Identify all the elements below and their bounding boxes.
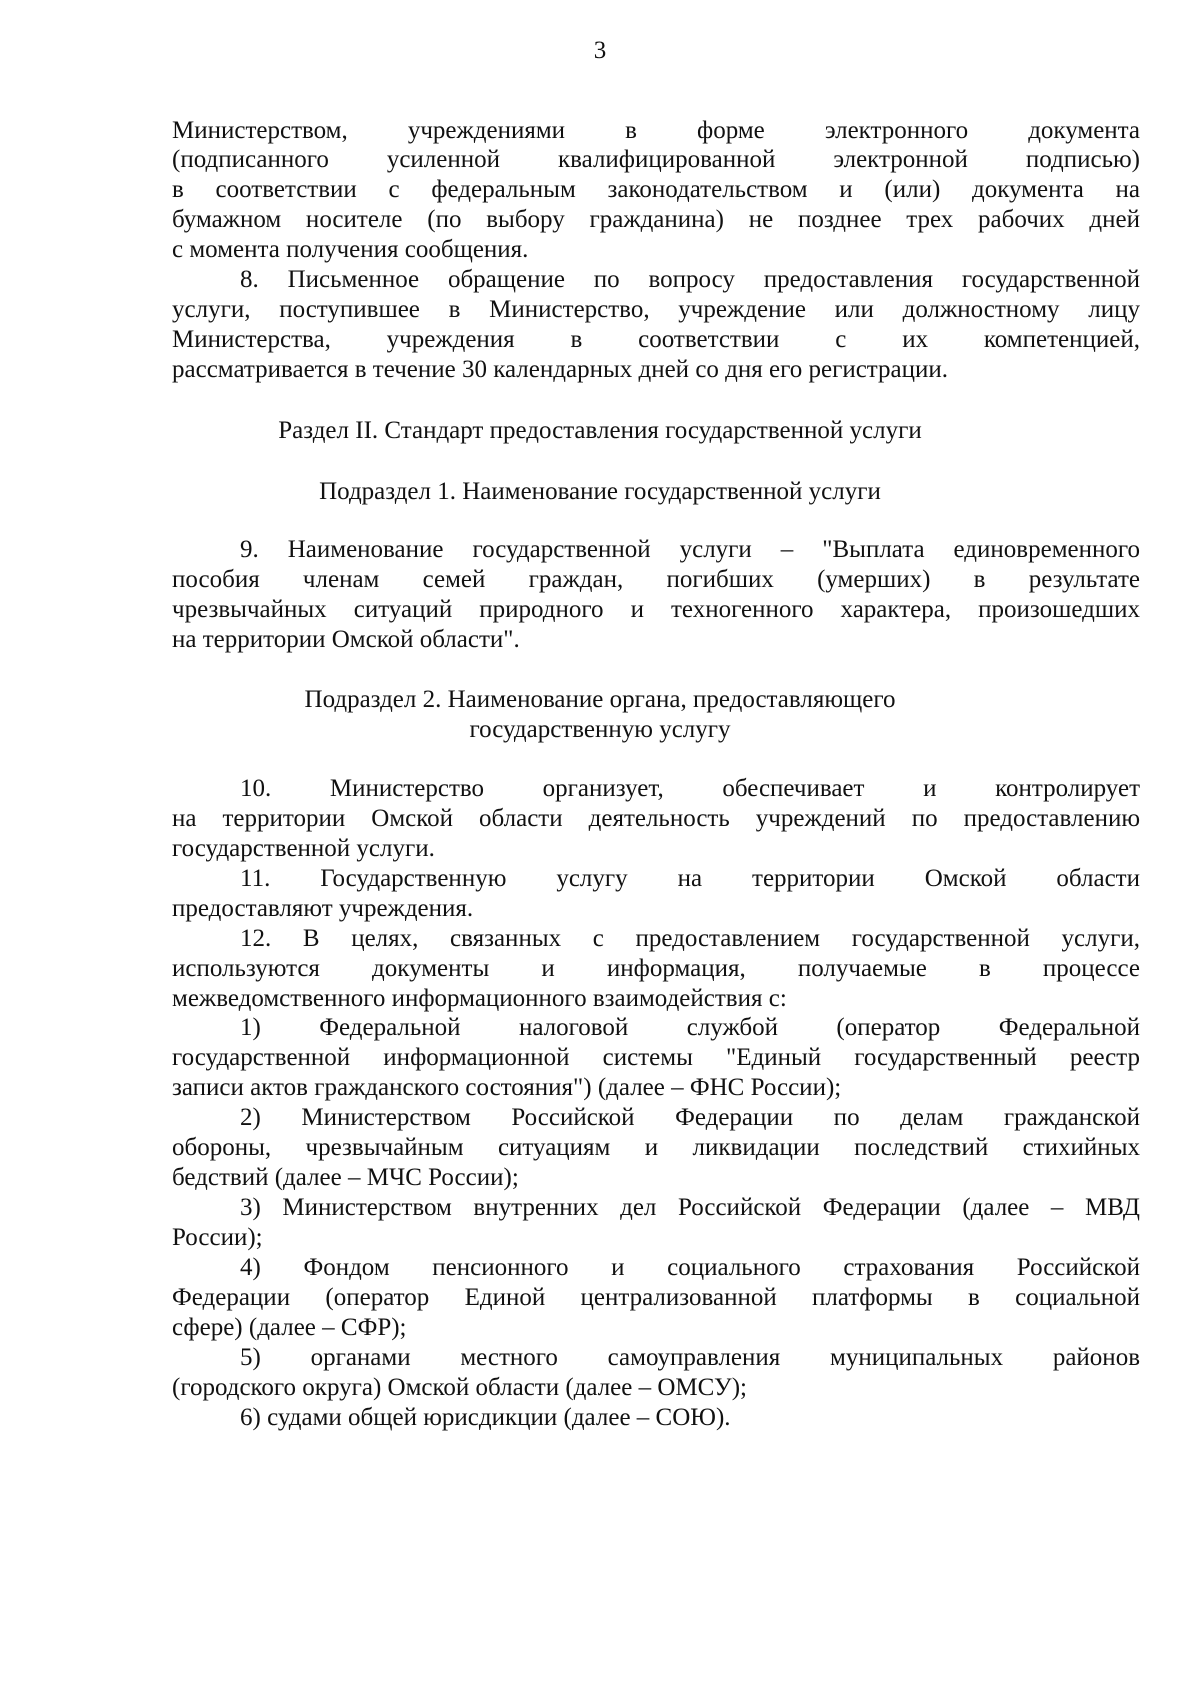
text-line: в соответствии с федеральным законодательством и (или) документа на — [172, 176, 1140, 203]
section-heading: Раздел II. Стандарт предоставления государственной услуги — [278, 417, 922, 444]
text-line: на территории Омской области деятельность учреждений по предоставлению — [172, 805, 1140, 832]
text-line: 6) судами общей юрисдикции (далее – СОЮ). — [240, 1404, 731, 1431]
text-line: 11. Государственную услугу на территории Омской области — [240, 865, 1140, 892]
text-line: России); — [172, 1224, 263, 1251]
text-line: 10. Министерство организует, обеспечивает и контролирует — [240, 775, 1140, 802]
text-line: сфере) (далее – СФР); — [172, 1314, 407, 1341]
text-line: чрезвычайных ситуаций природного и техногенного характера, произошедших — [172, 596, 1140, 623]
text-line: услуги, поступившее в Министерство, учреждение или должностному лицу — [172, 296, 1140, 323]
text-line: бедствий (далее – МЧС России); — [172, 1164, 519, 1191]
text-line: предоставляют учреждения. — [172, 895, 474, 922]
page-number: 3 — [593, 37, 607, 64]
text-line: используются документы и информация, получаемые в процессе — [172, 955, 1140, 982]
text-line: 4) Фондом пенсионного и социального страхования Российской — [240, 1254, 1140, 1281]
text-line: (подписанного усиленной квалифицированной электронной подписью) — [172, 146, 1140, 173]
text-line: записи актов гражданского состояния") (далее – ФНС России); — [172, 1074, 842, 1101]
text-line: 5) органами местного самоуправления муниципальных районов — [240, 1344, 1140, 1371]
text-line: Министерством, учреждениями в форме электронного документа — [172, 117, 1140, 144]
text-line: Министерства, учреждения в соответствии с их компетенцией, — [172, 326, 1140, 353]
text-line: 1) Федеральной налоговой службой (оператор Федеральной — [240, 1014, 1140, 1041]
text-line: пособия членам семей граждан, погибших (умерших) в результате — [172, 566, 1140, 593]
text-line: государственной информационной системы "Единый государственный реестр — [172, 1044, 1140, 1071]
text-line: (городского округа) Омской области (далее – ОМСУ); — [172, 1374, 747, 1401]
text-line: Федерации (оператор Единой централизованной платформы в социальной — [172, 1284, 1140, 1311]
subsection-heading: государственную услугу — [469, 716, 731, 743]
text-line: 2) Министерством Российской Федерации по делам гражданской — [240, 1104, 1140, 1131]
subsection-heading: Подраздел 2. Наименование органа, предоставляющего — [304, 686, 896, 713]
text-line: обороны, чрезвычайным ситуациям и ликвидации последствий стихийных — [172, 1134, 1140, 1161]
text-line: государственной услуги. — [172, 835, 435, 862]
text-line: бумажном носителе (по выбору гражданина) не позднее трех рабочих дней — [172, 206, 1140, 233]
text-line: рассматривается в течение 30 календарных дней со дня его регистрации. — [172, 356, 949, 383]
subsection-heading: Подраздел 1. Наименование государственной услуги — [319, 478, 881, 505]
text-line: 9. Наименование государственной услуги – "Выплата единовременного — [240, 536, 1140, 563]
text-line: с момента получения сообщения. — [172, 236, 529, 263]
text-line: 12. В целях, связанных с предоставлением государственной услуги, — [240, 925, 1140, 952]
text-line: на территории Омской области". — [172, 626, 520, 653]
text-line: 3) Министерством внутренних дел Российской Федерации (далее – МВД — [240, 1194, 1140, 1221]
text-line: 8. Письменное обращение по вопросу предоставления государственной — [240, 266, 1140, 293]
text-line: межведомственного информационного взаимодействия с: — [172, 985, 787, 1012]
